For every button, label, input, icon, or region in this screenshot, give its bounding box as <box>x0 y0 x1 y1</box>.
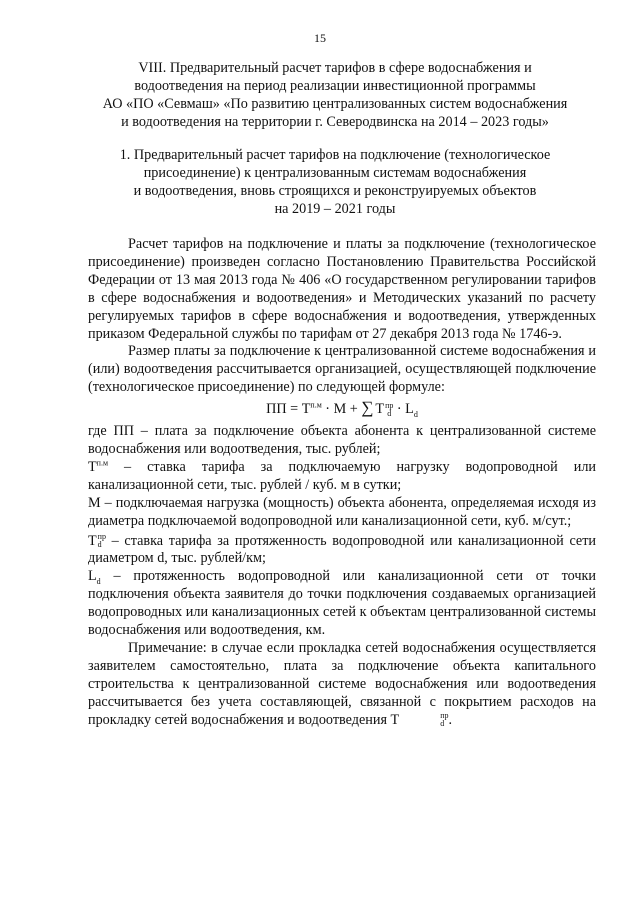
formula-sup-pm: п.м <box>310 400 322 410</box>
heading-line: АО «ПО «Севмаш» «По развитию централизованных систем водоснабжения <box>102 95 568 112</box>
definition-tpm <box>88 459 596 495</box>
formula-tail-sub: d <box>413 409 418 419</box>
subheading-line: 1. Предварительный расчет тарифов на подключение (технологическое <box>119 147 551 163</box>
heading-line: VIII. Предварительный расчет тарифов в сфере водоснабжения и <box>138 60 532 76</box>
formula-tail: · L <box>393 401 414 418</box>
page-number: 15 <box>314 31 326 45</box>
definition-tpr <box>88 533 596 569</box>
document-body <box>88 236 596 729</box>
note-sup: пр <box>440 711 449 721</box>
tariff-formula <box>88 399 596 419</box>
definition-ld-sub: d <box>96 577 101 587</box>
definition-tpm-text: – ставка тарифа за подключаемую нагрузку водопроводной или канализационной сети, тыс. рублей / куб. м в сутки; <box>88 458 596 493</box>
formula-t2-sub: d <box>387 408 392 418</box>
paragraph-note <box>88 640 596 730</box>
definition-tpr-symbol: Т <box>88 532 97 549</box>
note-symbol: Т <box>390 711 400 728</box>
subheading-line: и водоотведения, вновь строящихся и реконструируемых объектов <box>133 182 537 199</box>
formula-mid: · М + <box>321 401 362 418</box>
note-text: Примечание: в случае если прокладка сетей водоснабжения осуществляется заявителем самостоятельно, плата за подключение объекта капитального строительства к централизованной системе водоснабжения или водоотведения рассчитывается без учета составляющей, связанной с покрытием расходов на прокладку сетей водоснабжения и водоотведения <box>88 639 596 728</box>
subheading-line: на 2019 – 2021 годы <box>274 200 396 217</box>
subheading-line: присоединение) к централизованным системам водоснабжения <box>143 164 527 181</box>
note-sub: d <box>440 719 445 729</box>
definition-tpr-sub: d <box>97 540 102 550</box>
paragraph-formula-intro: Размер платы за подключение к централизованной системе водоснабжения и (или) водоотведения рассчитывается организацией, осуществляющей подключение (технологическое присоединение) по следующей формуле: <box>88 343 596 396</box>
note-indices <box>400 712 448 728</box>
definition-ld-symbol: L <box>88 568 97 585</box>
definition-tpm-symbol: Т <box>88 458 97 475</box>
definition-m: М – подключаемая нагрузка (мощность) объекта абонента, определяемая исходя из диаметра подключаемой водопроводной или канализационной сети, куб. м/сут.; <box>88 494 596 529</box>
formula-t2: Т <box>375 401 385 418</box>
definition-tpm-sup: п.м <box>96 458 109 468</box>
definition-tpr-indices <box>98 533 106 549</box>
formula-sum-sign: ∑ <box>361 398 374 418</box>
heading-line: водоотведения на период реализации инвестиционной программы <box>134 77 536 94</box>
section-heading <box>80 60 590 132</box>
heading-line: и водоотведения на территории г. Северодвинска на 2014 – 2023 годы» <box>121 113 549 130</box>
subsection-heading <box>80 147 590 219</box>
definition-tpr-sup: пр <box>97 532 106 542</box>
formula-t2-sup: пр <box>385 400 394 410</box>
definition-tpr-text: – ставка тарифа за протяженность водопроводной или канализационной сети диаметром d, тыс. рублей/км; <box>88 532 596 567</box>
definition-ld-text: – протяженность водопроводной или канализационной сети от точки подключения объекта заявителя до точки подключения создаваемых организацией водопроводных или канализационных сетей к объектам централизованной системы водоснабжения или водоотведения, км. <box>88 568 596 639</box>
note-end: . <box>448 711 453 728</box>
formula-lhs: ПП = Т <box>266 401 311 418</box>
definition-ld <box>88 568 596 640</box>
paragraph-legal-basis: Расчет тарифов на подключение и платы за подключение (технологическое присоединение) произведен согласно Постановлению Правительства Российской Федерации от 13 мая 2013 года № 406 «О государственном регулировании тарифов в сфере водоснабжения и водоотведения» и Методических указаний по расчету регулируемых тарифов в сфере водоснабжения и водоотведения, утвержденных приказом Федеральной службы по тарифам от 27 декабря 2013 года № 1746-э. <box>88 236 596 342</box>
definition-pp: где ПП – плата за подключение объекта абонента к централизованной системе водоснабжения или водоотведения, тыс. рублей; <box>88 423 596 457</box>
